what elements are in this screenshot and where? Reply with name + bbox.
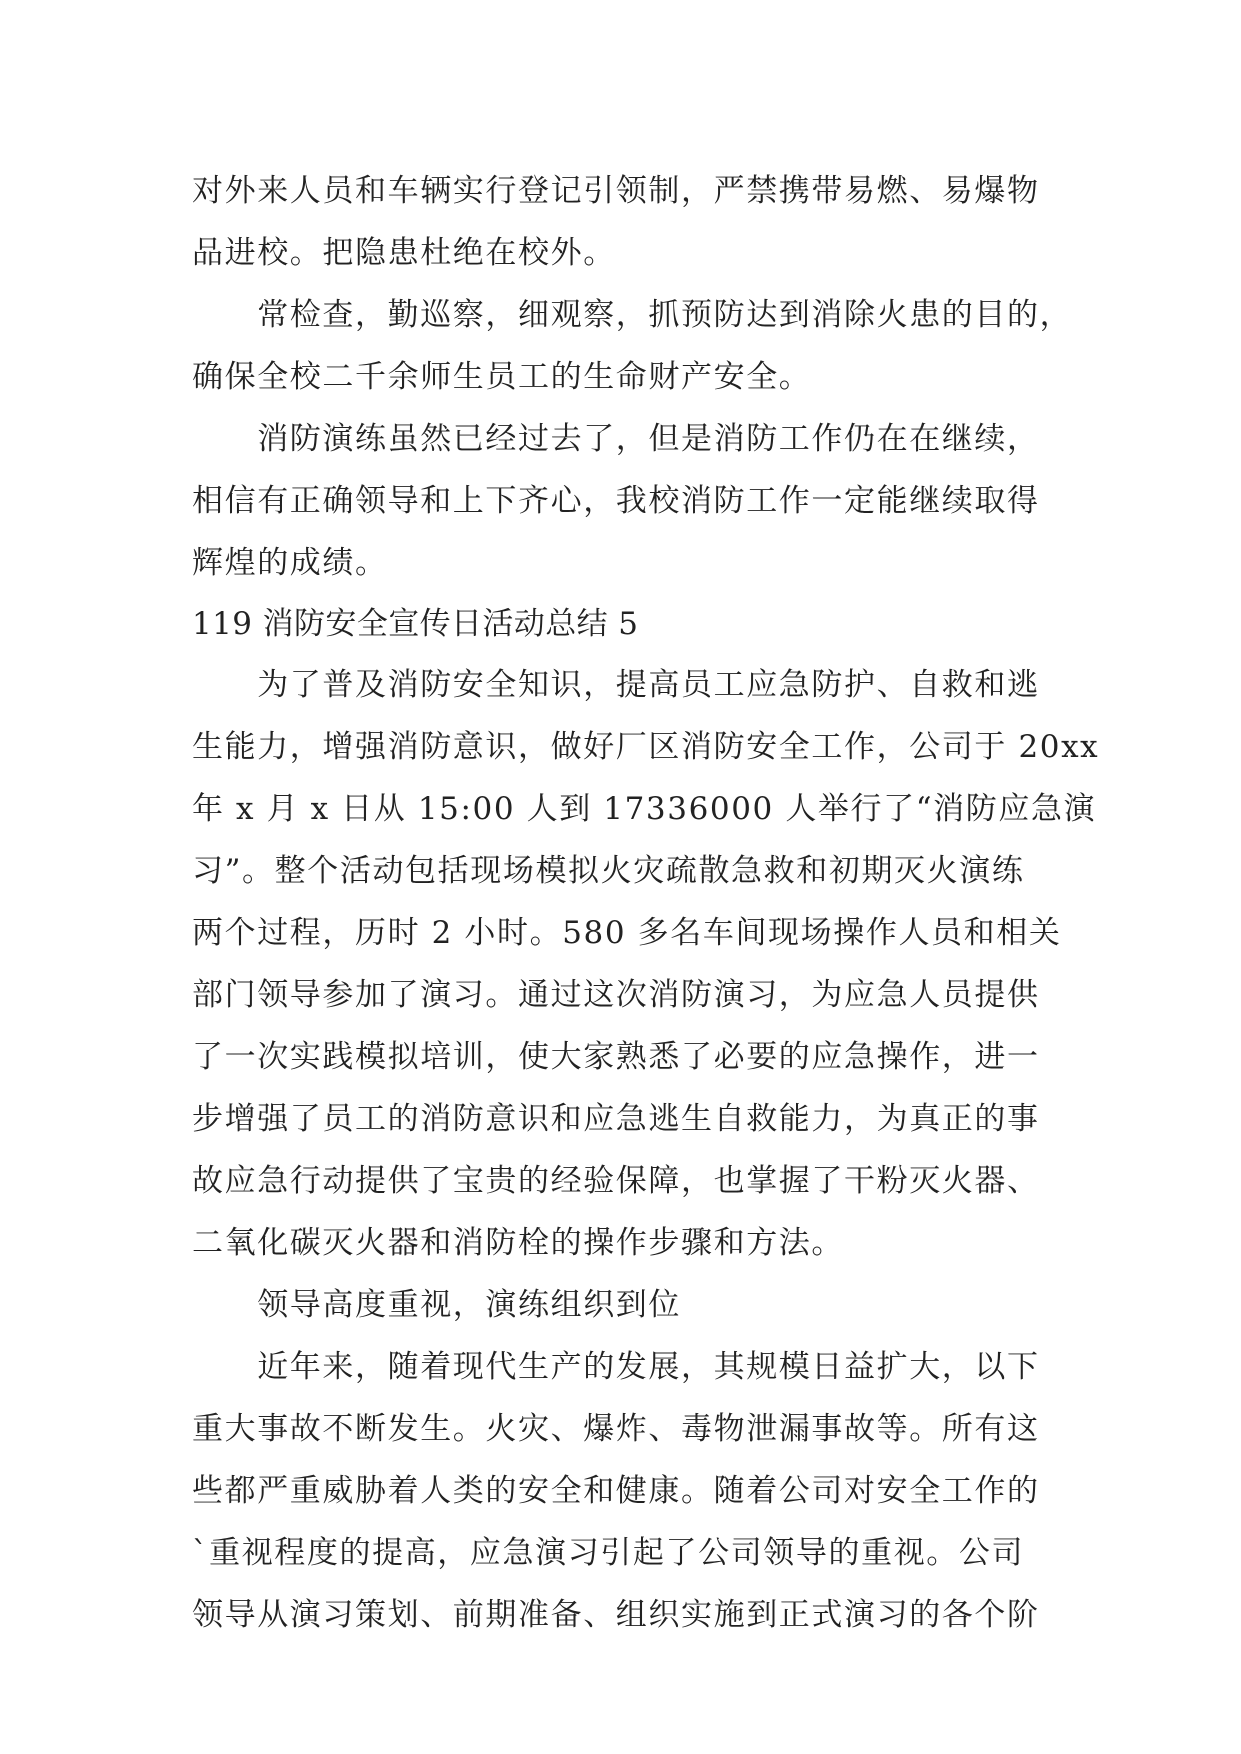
- text-line: 确保全校二千余师生员工的生命财产安全。: [192, 359, 812, 395]
- text-line: 辉煌的成绩。: [192, 545, 388, 581]
- text-line: 近年来，随着现代生产的发展，其规模日益扩大，以下: [192, 1349, 1040, 1385]
- section-heading: 119 消防安全宣传日活动总结 5: [192, 606, 639, 642]
- text-line: 品进校。把隐患杜绝在校外。: [192, 235, 616, 271]
- document-body: [192, 160, 1100, 1646]
- text-line: 相信有正确领导和上下齐心，我校消防工作一定能继续取得: [192, 483, 1040, 519]
- text-line: `重视程度的提高，应急演习引起了公司领导的重视。公司: [192, 1535, 1025, 1571]
- subheading-line: 领导高度重视，演练组织到位: [192, 1287, 681, 1323]
- text-line: 消防演练虽然已经过去了，但是消防工作仍在在继续，: [192, 421, 1040, 457]
- text-line: 为了普及消防安全知识，提高员工应急防护、自救和逃: [192, 667, 1040, 703]
- text-line: 领导从演习策划、前期准备、组织实施到正式演习的各个阶: [192, 1597, 1040, 1633]
- text-line: 了一次实践模拟培训，使大家熟悉了必要的应急操作，进一: [192, 1039, 1040, 1075]
- text-line: 些都严重威胁着人类的安全和健康。随着公司对安全工作的: [192, 1473, 1040, 1509]
- text-line: 习”。整个活动包括现场模拟火灾疏散急救和初期灭火演练: [192, 853, 1025, 889]
- text-line: 常检查，勤巡察，细观察，抓预防达到消除火患的目的，: [192, 297, 1073, 333]
- text-line: 生能力，增强消防意识，做好厂区消防安全工作，公司于 20xx: [192, 729, 1100, 765]
- text-line: 年 x 月 x 日从 15:00 人到 17336000 人举行了“消防应急演: [192, 791, 1097, 827]
- text-line: 部门领导参加了演习。通过这次消防演习，为应急人员提供: [192, 977, 1040, 1013]
- text-line: 步增强了员工的消防意识和应急逃生自救能力，为真正的事: [192, 1101, 1040, 1137]
- text-line: 两个过程，历时 2 小时。580 多名车间现场操作人员和相关: [192, 915, 1062, 951]
- text-line: 故应急行动提供了宝贵的经验保障，也掌握了干粉灭火器、: [192, 1163, 1040, 1199]
- text-line: 对外来人员和车辆实行登记引领制，严禁携带易燃、易爆物: [192, 173, 1040, 209]
- text-line: 重大事故不断发生。火灾、爆炸、毒物泄漏事故等。所有这: [192, 1411, 1040, 1447]
- text-line: 二氧化碳灭火器和消防栓的操作步骤和方法。: [192, 1225, 844, 1261]
